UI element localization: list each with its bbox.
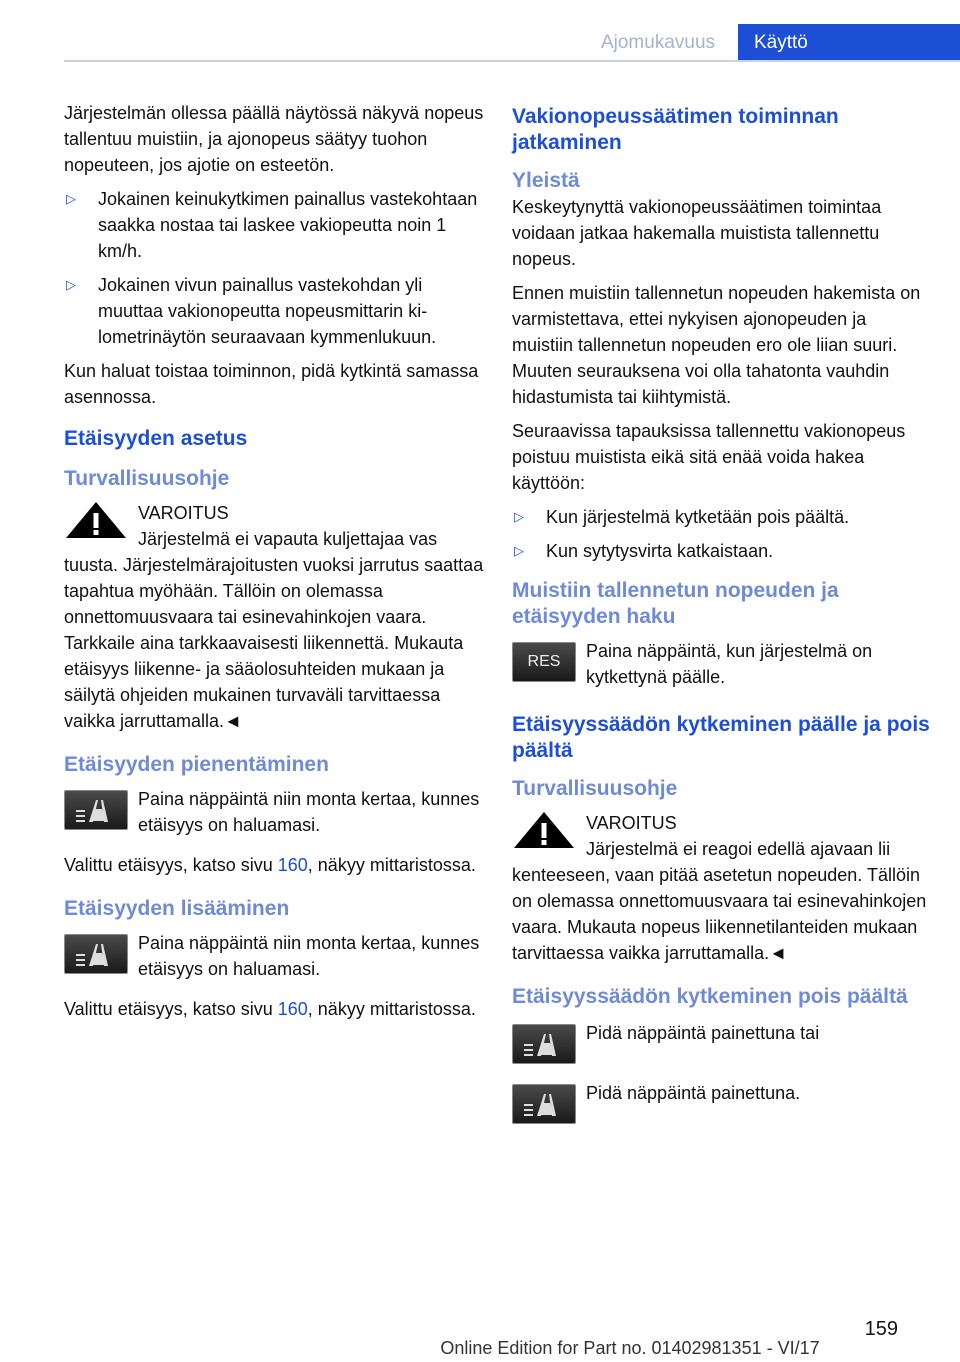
list-item xyxy=(512,538,932,564)
list-item-text: Jokainen vivun painallus vastekohdan yli muuttaa vakionopeutta nopeusmittarin kilometrinäytön seuraavaan kymmenlukuun. xyxy=(98,275,437,347)
selected-text-post: , näkyy mittaristossa. xyxy=(307,855,476,875)
warning-text: kenteeseen, vaan pitää asetetun nopeuden. Tällöin on olemassa onnettomuusvaara tai esinevahinkojen vaara. Mukauta nopeus liikennetilanteiden mukaan tarvittaessa vaikka jarruttamalla.◄ xyxy=(512,865,927,963)
increase-block xyxy=(64,930,484,982)
intro-paragraph: Järjestelmän ollessa päällä näytössä näkyvä nopeus tallentuu muistiin, ja ajonopeus säätyy tuohon nopeuteen, jos ajotie on esteetön. xyxy=(64,103,484,175)
bullet-triangle-icon: ▷ xyxy=(66,277,76,292)
distance-button-icon xyxy=(512,1024,576,1064)
selected-distance-paragraph xyxy=(64,996,484,1022)
res-button-label: RES xyxy=(527,653,561,670)
decrease-text: Paina näppäintä niin monta kertaa, kunnes etäisyys on haluamasi. xyxy=(138,789,480,835)
heading-resume-cruise: Vakionopeussäätimen toiminnan jatkaminen xyxy=(512,105,839,154)
recall-text: Paina näppäintä, kun järjestelmä on kytkettynä päälle. xyxy=(586,641,873,687)
off-block-1 xyxy=(512,1020,932,1064)
warning-title: VAROITUS xyxy=(586,813,677,833)
list-item-text: Kun järjestelmä kytketään pois päältä. xyxy=(546,507,850,527)
general-paragraph: Seuraavissa tapauksissa tallennettu vakionopeus poistuu muistista eikä sitä enää voida hakea käyttöön: xyxy=(512,421,906,493)
edition-footer: Online Edition for Part no. 01402981351 - VI/17 xyxy=(440,1338,820,1358)
bullet-triangle-icon: ▷ xyxy=(66,191,76,206)
increase-text: Paina näppäintä niin monta kertaa, kunnes etäisyys on haluamasi. xyxy=(138,933,480,979)
distance-button-icon xyxy=(64,790,128,830)
header-rule xyxy=(64,60,960,62)
off-text-2: Pidä näppäintä painettuna. xyxy=(586,1083,801,1103)
bullet-triangle-icon: ▷ xyxy=(514,543,524,558)
warning-block xyxy=(512,810,932,862)
right-column xyxy=(512,100,932,1124)
heading-distance-setting: Etäisyyden asetus xyxy=(64,427,248,450)
heading-safety-note: Turvallisuusohje xyxy=(512,777,678,800)
distance-button-icon xyxy=(64,934,128,974)
warning-icon xyxy=(512,810,586,855)
heading-increase-distance: Etäisyyden lisääminen xyxy=(64,897,290,920)
repeat-paragraph: Kun haluat toistaa toiminnon, pidä kytkintä samassa asennossa. xyxy=(64,361,479,407)
warning-title: VAROITUS xyxy=(138,503,229,523)
warning-icon xyxy=(64,500,138,545)
header-section-label: Ajomukavuus xyxy=(600,32,716,53)
header-chapter-label: Käyttö xyxy=(754,32,808,53)
heading-distance-off: Etäisyyssäädön kytkeminen pois päältä xyxy=(512,985,908,1008)
left-column xyxy=(64,100,484,1030)
warning-block xyxy=(64,500,484,552)
selected-text-pre: Valittu etäisyys, katso sivu xyxy=(64,999,278,1019)
warning-text-start: Järjestelmä ei reagoi edellä ajavaan lii xyxy=(586,839,891,859)
heading-distance-on-off: Etäisyyssäädön kytkeminen päälle ja pois päältä xyxy=(512,713,930,762)
list-item xyxy=(64,186,484,264)
header-section-tab xyxy=(580,24,736,62)
page-link-160[interactable]: 160 xyxy=(277,855,308,875)
res-button-icon xyxy=(512,642,576,682)
selected-text-pre: Valittu etäisyys, katso sivu xyxy=(64,855,278,875)
page-link-160[interactable]: 160 xyxy=(277,999,308,1019)
recall-block xyxy=(512,638,932,690)
heading-decrease-distance: Etäisyyden pienentäminen xyxy=(64,753,329,776)
warning-text: tuusta. Järjestelmärajoitusten vuoksi jarrutus saattaa tapahtua myöhään. Tällöin on olemassa onnettomuusvaara tai esinevahinkojen vaara. Tarkkaile aina tarkkaavaisesti liikennettä. Mukauta etäisyys liikenne- ja sääolosuhteiden mukaan ja säilytä ohjeiden mukainen turvaväli tarvittaessa vaikka jarruttamalla.◄ xyxy=(64,555,484,731)
heading-general: Yleistä xyxy=(512,169,580,192)
general-paragraph: Keskeytynyttä vakionopeussäätimen toimintaa voidaan jatkaa hakemalla muistista tallennettu nopeus. xyxy=(512,197,882,269)
decrease-block xyxy=(64,786,484,838)
page-number: 159 xyxy=(864,1318,898,1340)
selected-distance-paragraph xyxy=(64,852,484,878)
heading-safety-note: Turvallisuusohje xyxy=(64,467,230,490)
heading-recall-speed: Muistiin tallennetun nopeuden ja etäisyyden haku xyxy=(512,579,839,628)
list-item xyxy=(64,272,484,350)
selected-text-post: , näkyy mittaristossa. xyxy=(307,999,476,1019)
list-item xyxy=(512,504,932,530)
warning-text-start: Järjestelmä ei vapauta kuljettajaa vas xyxy=(138,529,438,549)
header-chapter-tab xyxy=(738,24,960,62)
off-block-2 xyxy=(512,1080,932,1124)
list-item-text: Kun sytytysvirta katkaistaan. xyxy=(546,541,774,561)
general-paragraph: Ennen muistiin tallennetun nopeuden hakemista on varmistettava, ettei nykyisen ajonopeuden ja muistiin tallennetun nopeuden ero ole liian suuri. Muuten seurauksena voi olla tahatonta vauhdin hidastumista tai kiihtymistä. xyxy=(512,283,921,407)
distance-button-icon xyxy=(512,1084,576,1124)
list-item-text: Jokainen keinukytkimen painallus vastekohtaan saakka nostaa tai laskee vakiopeutta noin 1 km/h. xyxy=(98,189,478,261)
off-text-1: Pidä näppäintä painettuna tai xyxy=(586,1023,820,1043)
bullet-triangle-icon: ▷ xyxy=(514,509,524,524)
